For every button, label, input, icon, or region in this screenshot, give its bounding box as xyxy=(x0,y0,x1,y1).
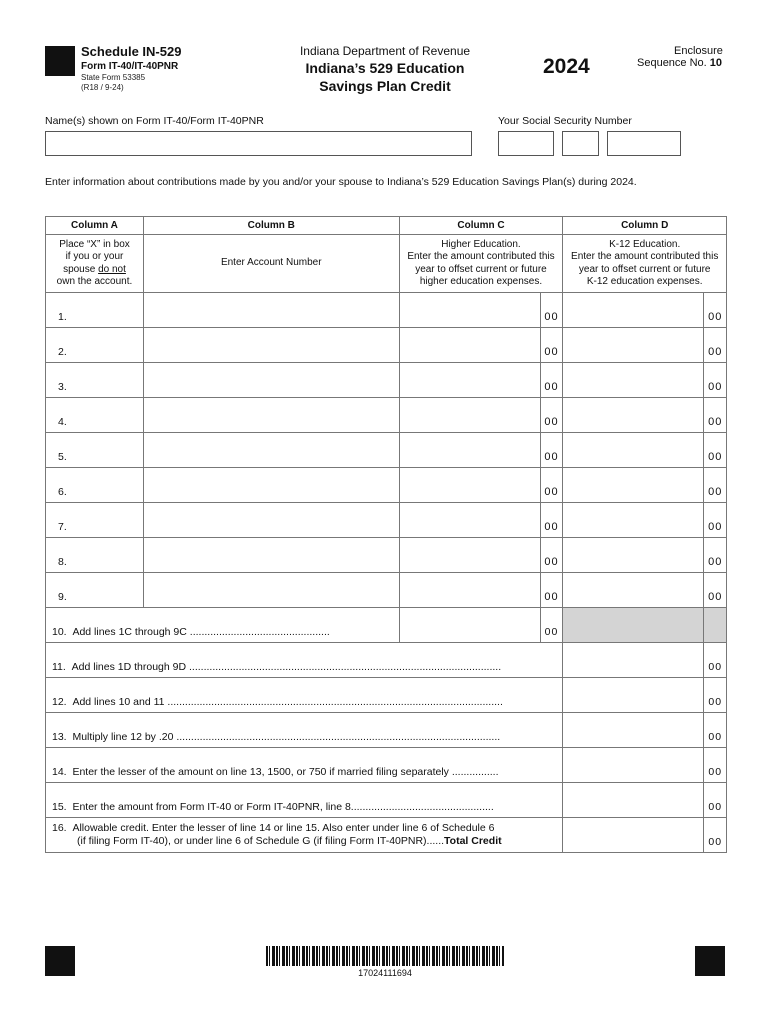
k12-amount-input[interactable] xyxy=(563,538,704,573)
k12-cents: 00 xyxy=(704,573,727,608)
table-row xyxy=(46,433,727,468)
k12-amount-input[interactable] xyxy=(563,573,704,608)
row-number[interactable]: 9. xyxy=(46,573,144,608)
k12-amount-input[interactable] xyxy=(563,398,704,433)
higher-ed-cents: 00 xyxy=(540,573,563,608)
k12-amount-input[interactable] xyxy=(563,503,704,538)
names-label: Name(s) shown on Form IT-40/Form IT-40PNR xyxy=(45,115,264,127)
higher-ed-amount-input[interactable] xyxy=(399,433,540,468)
account-number-input[interactable] xyxy=(143,573,399,608)
account-number-input[interactable] xyxy=(143,468,399,503)
line-10-cents: 00 xyxy=(540,608,563,643)
column-c-description: Higher Education. Enter the amount contributed this year to offset current or future higher education expenses. xyxy=(399,235,563,293)
line-11-label: 11. Add lines 1D through 9D ........................................................................................................... xyxy=(46,643,563,678)
line-14-input[interactable] xyxy=(563,748,704,783)
k12-amount-input[interactable] xyxy=(563,363,704,398)
higher-ed-cents: 00 xyxy=(540,503,563,538)
ssn-part3-input[interactable] xyxy=(607,131,681,156)
higher-ed-amount-input[interactable] xyxy=(399,363,540,398)
higher-ed-cents: 00 xyxy=(540,538,563,573)
account-number-input[interactable] xyxy=(143,398,399,433)
line-13-input[interactable] xyxy=(563,713,704,748)
k12-cents: 00 xyxy=(704,328,727,363)
revision: (R18 / 9-24) xyxy=(81,83,124,92)
row-number[interactable]: 5. xyxy=(46,433,144,468)
form-number: Form IT-40/IT-40PNR xyxy=(81,61,179,72)
line-10-shaded-cents xyxy=(704,608,727,643)
k12-cents: 00 xyxy=(704,363,727,398)
table-row xyxy=(46,538,727,573)
names-input[interactable] xyxy=(45,131,472,156)
line-11-input[interactable] xyxy=(563,643,704,678)
row-number[interactable]: 3. xyxy=(46,363,144,398)
k12-cents: 00 xyxy=(704,538,727,573)
higher-ed-amount-input[interactable] xyxy=(399,293,540,328)
schedule-title: Schedule IN-529 xyxy=(81,44,182,59)
page-title-line2: Savings Plan Credit xyxy=(319,78,451,94)
department: Indiana Department of Revenue xyxy=(299,44,471,58)
sequence-label xyxy=(637,57,722,69)
higher-ed-amount-input[interactable] xyxy=(399,573,540,608)
table-row xyxy=(46,363,727,398)
barcode xyxy=(266,946,504,966)
higher-ed-amount-input[interactable] xyxy=(399,328,540,363)
line-15-cents: 00 xyxy=(704,783,727,818)
instruction-text: Enter information about contributions made by you and/or your spouse to Indiana’s 529 Education Savings Plan(s) during 2024. xyxy=(45,176,637,188)
row-number[interactable]: 4. xyxy=(46,398,144,433)
sequence-number: 10 xyxy=(709,57,723,69)
higher-ed-cents: 00 xyxy=(540,433,563,468)
table-row xyxy=(46,573,727,608)
column-b-title: Column B xyxy=(143,217,399,235)
row-number[interactable]: 8. xyxy=(46,538,144,573)
higher-ed-cents: 00 xyxy=(540,398,563,433)
row-number[interactable]: 7. xyxy=(46,503,144,538)
account-number-input[interactable] xyxy=(143,503,399,538)
total-credit-label: Total Credit xyxy=(444,835,502,847)
row-number[interactable]: 1. xyxy=(46,293,144,328)
k12-cents: 00 xyxy=(704,468,727,503)
state-form: State Form 53385 xyxy=(81,73,146,82)
k12-amount-input[interactable] xyxy=(563,328,704,363)
line-16-cents: 00 xyxy=(704,818,727,853)
table-row xyxy=(46,468,727,503)
k12-cents: 00 xyxy=(704,293,727,328)
ssn-part1-input[interactable] xyxy=(498,131,554,156)
row-number[interactable]: 2. xyxy=(46,328,144,363)
account-number-input[interactable] xyxy=(143,538,399,573)
table-row xyxy=(46,328,727,363)
row-number[interactable]: 6. xyxy=(46,468,144,503)
line-15-label: 15. Enter the amount from Form IT-40 or Form IT-40PNR, line 8................................................. xyxy=(46,783,563,818)
account-number-input[interactable] xyxy=(143,293,399,328)
k12-amount-input[interactable] xyxy=(563,468,704,503)
line-16-input[interactable] xyxy=(563,818,704,853)
line-13-label: 13. Multiply line 12 by .20 ............................................................................................................... xyxy=(46,713,563,748)
table-row xyxy=(46,503,727,538)
line-16-label: 16. Allowable credit. Enter the lesser of line 14 or line 15. Also enter under line 6 of Schedule 6 (if filing Form IT-40), or under line 6 of Schedule G (if filing Form IT-40PNR)......Total Credit xyxy=(46,818,563,853)
line-10-input[interactable] xyxy=(399,608,540,643)
column-d-description: K-12 Education. Enter the amount contributed this year to offset current or future K-12 education expenses. xyxy=(563,235,727,293)
column-b-description: Enter Account Number xyxy=(143,235,399,293)
line-12-cents: 00 xyxy=(704,678,727,713)
column-a-description: Place “X” in box if you or your spouse do not own the account. xyxy=(46,235,144,293)
column-c-title: Column C xyxy=(399,217,563,235)
line-13-cents: 00 xyxy=(704,713,727,748)
higher-ed-amount-input[interactable] xyxy=(399,398,540,433)
sequence-text: Sequence No. xyxy=(637,57,707,69)
table-row xyxy=(46,398,727,433)
enclosure-label: Enclosure xyxy=(674,45,723,57)
higher-ed-cents: 00 xyxy=(540,468,563,503)
barcode-number: 17024111694 xyxy=(358,968,412,978)
ssn-label: Your Social Security Number xyxy=(498,115,632,127)
registration-mark-top-left xyxy=(45,46,75,76)
column-a-title: Column A xyxy=(46,217,144,235)
table-row xyxy=(46,293,727,328)
k12-cents: 00 xyxy=(704,433,727,468)
line-15-input[interactable] xyxy=(563,783,704,818)
page-title-line1: Indiana’s 529 Education xyxy=(305,60,465,76)
line-11-cents: 00 xyxy=(704,643,727,678)
k12-amount-input[interactable] xyxy=(563,433,704,468)
line-14-label: 14. Enter the lesser of the amount on line 13, 1500, or 750 if married filing separately ................ xyxy=(46,748,563,783)
higher-ed-cents: 00 xyxy=(540,293,563,328)
ssn-part2-input[interactable] xyxy=(562,131,599,156)
higher-ed-amount-input[interactable] xyxy=(399,538,540,573)
k12-amount-input[interactable] xyxy=(563,293,704,328)
column-d-title: Column D xyxy=(563,217,727,235)
k12-cents: 00 xyxy=(704,398,727,433)
higher-ed-amount-input[interactable] xyxy=(399,503,540,538)
account-number-input[interactable] xyxy=(143,433,399,468)
higher-ed-amount-input[interactable] xyxy=(399,468,540,503)
line-14-cents: 00 xyxy=(704,748,727,783)
line-10-label: 10. Add lines 1C through 9C ................................................ xyxy=(46,608,400,643)
registration-mark-bottom-right xyxy=(695,946,725,976)
line-12-input[interactable] xyxy=(563,678,704,713)
higher-ed-cents: 00 xyxy=(540,328,563,363)
account-number-input[interactable] xyxy=(143,328,399,363)
line-10-shaded-d xyxy=(563,608,704,643)
tax-year: 2024 xyxy=(543,55,590,78)
higher-ed-cents: 00 xyxy=(540,363,563,398)
registration-mark-bottom-left xyxy=(45,946,75,976)
contribution-table xyxy=(45,216,727,853)
account-number-input[interactable] xyxy=(143,363,399,398)
k12-cents: 00 xyxy=(704,503,727,538)
line-12-label: 12. Add lines 10 and 11 ................................................................................................................... xyxy=(46,678,563,713)
